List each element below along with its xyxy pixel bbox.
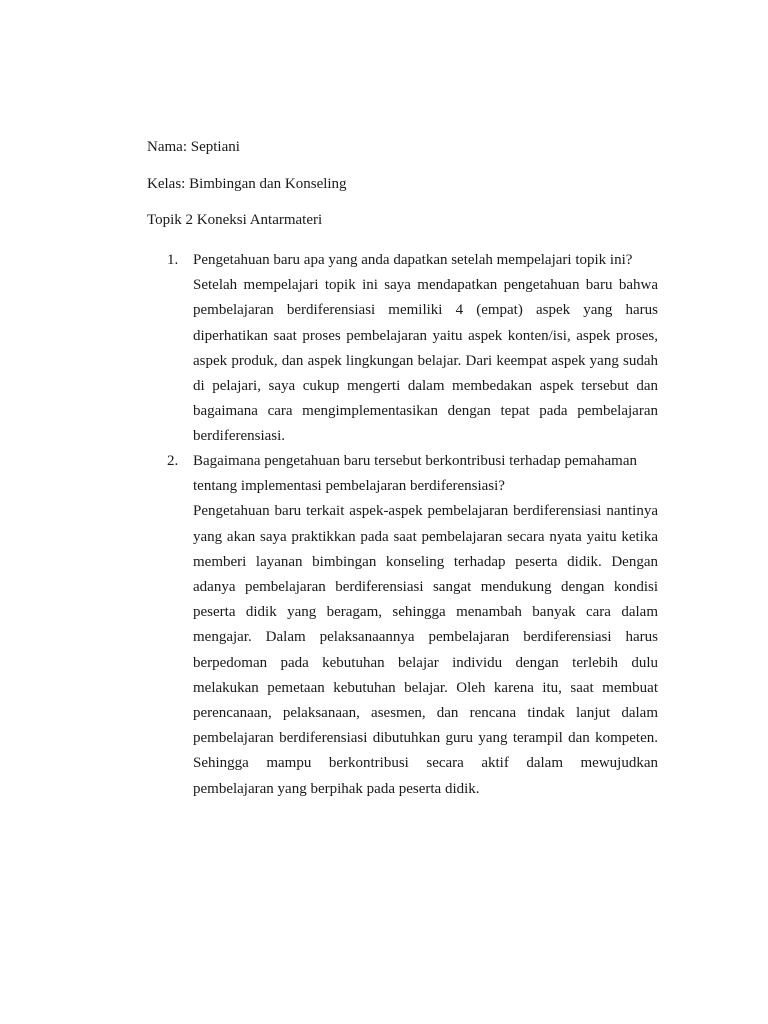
question-text: Bagaimana pengetahuan baru tersebut berkontribusi terhadap pemahaman tentang implementasi pembelajaran berdiferensiasi? [193,453,637,495]
answer-text: Setelah mempelajari topik ini saya mendapatkan pengetahuan baru bahwa pembelajaran berdiferensiasi memiliki 4 (empat) aspek yang harus diperhatikan saat proses pembelajaran yaitu aspek konten/isi, aspek proses, aspek produk, dan aspek lingkungan belajar. Dari keempat aspek yang sudah di pelajari, saya cukup mengerti dalam membedakan aspek tersebut dan bagaimana cara mengimplementasikan dengan tepat pada pembelajaran berdiferensiasi. [193,277,658,445]
answer-text: Pengetahuan baru terkait aspek-aspek pembelajaran berdiferensiasi nantinya yang akan saya praktikkan pada saat pembelajaran secara nyata yaitu ketika memberi layanan bimbingan konseling terhadap peserta didik. Dengan adanya pembelajaran berdiferensiasi sangat mendukung dengan kondisi peserta didik yang beragam, sehingga menambah banyak cara dalam mengajar. Dalam pelaksanaannya pembelajaran berdiferensiasi harus berpedoman pada kebutuhan belajar individu dengan terlebih dulu melakukan pemetaan kebutuhan belajar. Oleh karena itu, saat membuat perencanaan, pelaksanaan, asesmen, dan rencana tindak lanjut dalam pembelajaran berdiferensiasi dibutuhkan guru yang terampil dan kompeten. Sehingga mampu berkontribusi secara aktif dalam mewujudkan pembelajaran yang berpihak pada peserta didik. [193,503,658,797]
student-name-line: Nama: Septiani [147,139,240,155]
topic-line: Topik 2 Koneksi Antarmateri [147,212,323,228]
class-line: Kelas: Bimbingan dan Konseling [147,176,347,192]
item-body [193,248,658,450]
question-text: Pengetahuan baru apa yang anda dapatkan setelah mempelajari topik ini? [193,252,633,268]
item-number: 2. [167,453,179,469]
item-number: 1. [167,252,179,268]
item-body [193,449,658,802]
